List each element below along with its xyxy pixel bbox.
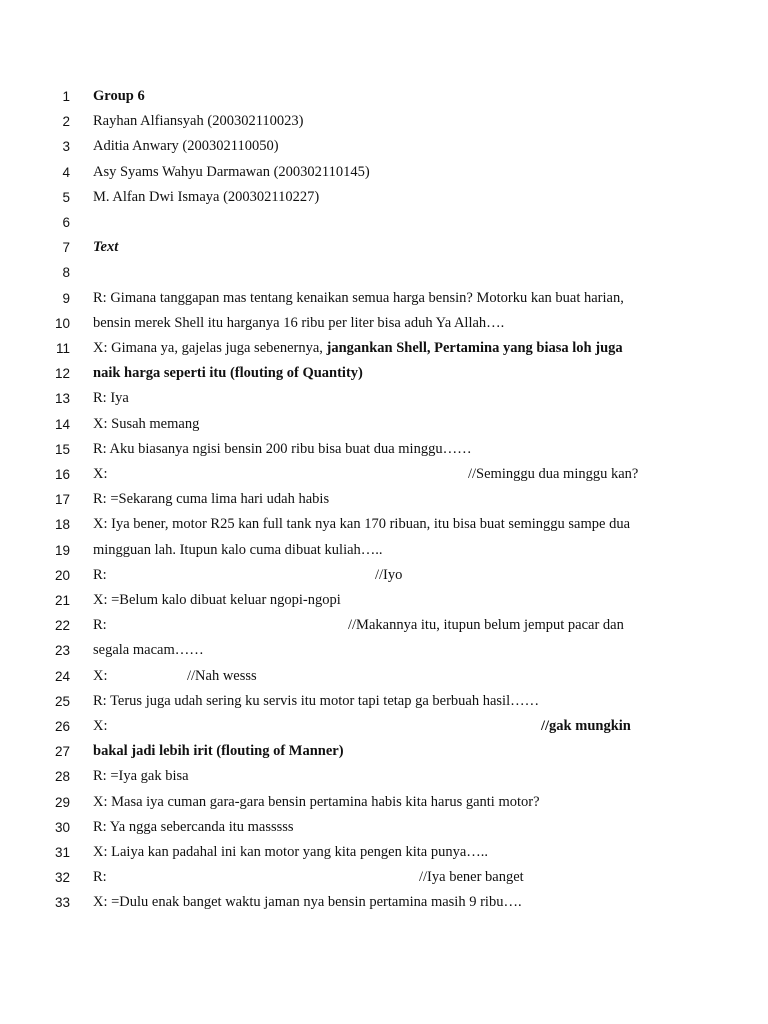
line-number: 32	[54, 870, 70, 886]
line-number: 10	[54, 315, 70, 331]
line-text	[93, 491, 329, 508]
transcript-line	[0, 311, 768, 336]
transcript-line	[0, 512, 768, 537]
line-number: 19	[54, 542, 70, 558]
line-number: 33	[54, 895, 70, 911]
line-text	[93, 819, 294, 836]
overlap-speech: //Nah wesss	[187, 667, 257, 684]
line-text-regular: Rayhan Alfiansyah (200302110023)	[93, 113, 304, 130]
line-number: 16	[54, 467, 70, 482]
transcript-line	[0, 361, 768, 386]
line-text-regular: X: =Belum kalo dibuat keluar ngopi-ngopi	[93, 592, 341, 608]
line-number: 14	[54, 416, 70, 432]
line-text-regular: Aditia Anwary (200302110050)	[93, 138, 279, 155]
transcript-line	[0, 286, 768, 311]
line-text	[93, 340, 623, 357]
line-text-regular: X: Laiya kan padahal ini kan motor yang kita pengen kita punya…..	[93, 844, 489, 860]
line-number: 8	[62, 265, 70, 281]
line-text-bold: naik harga seperti itu (flouting of Quantity)	[93, 365, 363, 382]
transcript-line	[0, 437, 768, 462]
overlap-speech: //Makannya itu, itupun belum jemput pacar dan	[348, 617, 624, 634]
line-number: 11	[55, 341, 70, 356]
line-text-regular: M. Alfan Dwi Ismaya (200302110227)	[93, 188, 320, 205]
line-number: 21	[54, 593, 70, 608]
line-text-regular: R:	[93, 617, 107, 634]
line-text	[93, 794, 540, 811]
line-text-regular: X: Susah memang	[93, 415, 200, 432]
line-text	[93, 567, 107, 584]
line-text	[93, 768, 189, 785]
line-text-regular: X:	[93, 718, 108, 734]
line-text-regular: mingguan lah. Itupun kalo cuma dibuat kuliah…..	[93, 541, 383, 558]
transcript-line	[0, 714, 768, 739]
transcript-line	[0, 160, 768, 185]
transcript-line	[0, 260, 768, 285]
line-number: 2	[62, 114, 70, 130]
transcript-line	[0, 538, 768, 563]
transcript-line	[0, 689, 768, 714]
line-number: 4	[62, 164, 70, 180]
line-text	[93, 592, 341, 609]
transcript-line	[0, 790, 768, 815]
transcript-line	[0, 487, 768, 512]
line-number: 12	[54, 366, 70, 382]
line-text-regular: Asy Syams Wahyu Darmawan (200302110145)	[93, 163, 370, 180]
transcript-line	[0, 412, 768, 437]
line-text-regular: X: Masa iya cuman gara-gara bensin pertamina habis kita harus ganti motor?	[93, 793, 540, 810]
line-text	[93, 365, 363, 382]
line-text	[93, 617, 107, 634]
line-text-regular: X: =Dulu enak banget waktu jaman nya bensin pertamina masih 9 ribu….	[93, 894, 522, 911]
line-number: 6	[62, 215, 70, 230]
transcript-line	[0, 336, 768, 361]
transcript-line	[0, 588, 768, 613]
line-text	[93, 668, 108, 685]
line-number: 27	[54, 744, 70, 760]
transcript-line	[0, 739, 768, 764]
line-text	[93, 88, 145, 105]
line-text	[93, 693, 539, 710]
line-number: 7	[62, 240, 70, 256]
line-text-regular: R:	[93, 869, 107, 886]
overlap-speech: //Seminggu dua minggu kan?	[468, 466, 639, 482]
transcript-line	[0, 235, 768, 260]
transcript-line	[0, 462, 768, 487]
line-text-regular: R: =Sekarang cuma lima hari udah habis	[93, 491, 330, 508]
overlap-speech: //Iyo	[375, 566, 403, 583]
line-number: 13	[54, 391, 70, 407]
line-number: 15	[54, 441, 70, 457]
line-number: 9	[62, 290, 70, 306]
line-text-regular: X: Iya bener, motor R25 kan full tank nya kan 170 ribuan, itu bisa buat seminggu sampe dua	[93, 516, 631, 533]
line-text	[93, 138, 279, 155]
line-text	[93, 869, 107, 886]
transcript-line	[0, 210, 768, 235]
line-text-bold: Group 6	[93, 88, 145, 104]
line-text	[93, 441, 472, 458]
transcript-line	[0, 134, 768, 159]
line-number: 3	[62, 139, 70, 155]
line-text-bold: bakal jadi lebih irit (flouting of Manner)	[93, 743, 344, 760]
line-number: 30	[54, 819, 70, 835]
line-text	[93, 466, 108, 483]
line-number: 25	[54, 693, 70, 709]
line-text-regular: segala macam……	[93, 642, 204, 659]
line-number: 28	[54, 769, 70, 785]
line-text	[93, 894, 522, 911]
line-text	[93, 718, 108, 735]
line-text	[93, 239, 118, 256]
line-number: 20	[54, 567, 70, 583]
line-text	[93, 189, 319, 206]
section-heading: Text	[93, 239, 119, 256]
line-text	[93, 642, 204, 659]
line-text	[93, 542, 383, 559]
line-text	[93, 743, 344, 760]
line-text	[93, 290, 624, 307]
line-text	[93, 844, 488, 861]
line-text	[93, 390, 129, 407]
transcript-line	[0, 865, 768, 890]
transcript-line	[0, 840, 768, 865]
line-text	[93, 416, 199, 433]
line-text	[93, 164, 370, 181]
line-number: 1	[62, 89, 70, 104]
transcript-line	[0, 563, 768, 588]
line-number: 5	[62, 189, 70, 205]
line-text-regular: R: Gimana tanggapan mas tentang kenaikan semua harga bensin? Motorku kan buat harian,	[93, 289, 624, 306]
line-text-regular: R: Aku biasanya ngisi bensin 200 ribu bisa buat dua minggu……	[93, 440, 472, 457]
line-number: 23	[54, 643, 70, 659]
line-number: 24	[54, 668, 70, 684]
line-number: 17	[54, 492, 70, 508]
line-number: 26	[54, 719, 70, 734]
line-text	[93, 516, 630, 533]
line-text-regular: X: Gimana ya, gajelas juga sebenernya,	[93, 340, 327, 356]
line-number: 22	[54, 618, 70, 634]
line-text-regular: R: Ya ngga sebercanda itu masssss	[93, 818, 294, 835]
transcript-line	[0, 386, 768, 411]
transcript-line	[0, 764, 768, 789]
line-text	[93, 113, 303, 130]
transcript-line	[0, 185, 768, 210]
line-text	[93, 315, 504, 332]
line-text-regular: bensin merek Shell itu harganya 16 ribu per liter bisa aduh Ya Allah….	[93, 314, 505, 331]
line-text-regular: X:	[93, 667, 108, 684]
line-number: 31	[54, 845, 70, 860]
transcript-line	[0, 890, 768, 915]
line-text-regular: X:	[93, 466, 108, 482]
overlap-speech: //Iya bener banget	[419, 869, 524, 886]
transcript-line	[0, 638, 768, 663]
line-text-regular: R:	[93, 566, 107, 583]
line-text-regular: R: Terus juga udah sering ku servis itu motor tapi tetap ga berbuah hasil……	[93, 692, 540, 709]
transcript-line	[0, 815, 768, 840]
transcript-line	[0, 613, 768, 638]
transcript-line	[0, 84, 768, 109]
line-text-regular: R: =Iya gak bisa	[93, 768, 189, 785]
line-number: 18	[54, 517, 70, 533]
overlap-speech: //gak mungkin	[541, 718, 631, 734]
line-text-bold: jangankan Shell, Pertamina yang biasa loh juga	[326, 340, 623, 356]
line-number: 29	[54, 794, 70, 810]
transcript-line	[0, 109, 768, 134]
transcript-line	[0, 664, 768, 689]
line-text-regular: R: Iya	[93, 390, 129, 407]
